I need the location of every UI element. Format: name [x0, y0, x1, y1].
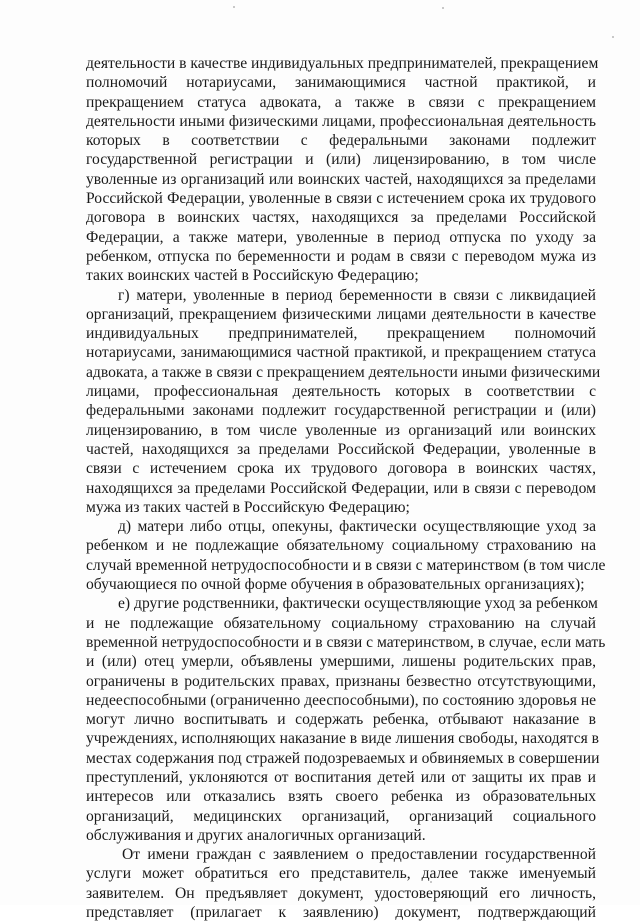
text-line: организаций, медицинских организаций, организаций социального	[86, 807, 596, 825]
text-line: Федерации, а также матери, уволенные в период отпуска по уходу за	[86, 228, 596, 246]
text-line: находящихся за пределами Российской Федерации, или в связи с переводом	[86, 479, 596, 497]
text-line: лицами, профессиональная деятельность которых в соответствии с	[86, 383, 596, 401]
text-line: нотариусами, занимающимися частной практикой, и прекращением статуса	[86, 344, 596, 362]
text-line: деятельности в качестве индивидуальных предпринимателей, прекращением	[86, 55, 599, 72]
text-line: От имени граждан с заявлением о предоставлении государственной	[122, 846, 596, 864]
text-line: д) матери либо отцы, опекуны, фактически осуществляющие уход за	[118, 518, 596, 536]
text-line: государственной регистрации и (или) лицензированию, в том числе	[86, 151, 596, 169]
text-line: представляет (прилагает к заявлению) документ, подтверждающий	[86, 904, 596, 922]
text-line: деятельности иными физическими лицами, профессиональная деятельность	[86, 112, 596, 130]
text-line: федеральными законами подлежит государственной регистрации и (или)	[86, 402, 596, 420]
scan-speck	[612, 36, 614, 38]
text-line: недееспособными (ограниченно дееспособными), по состоянию здоровья не	[86, 691, 597, 709]
text-line: лицензированию, в том числе уволенные из организаций или воинских	[86, 421, 596, 439]
text-line: связи с истечением срока их трудового договора в воинских частях,	[86, 460, 596, 478]
text-line: частей, находящихся за пределами Российской Федерации, уволенные в	[86, 440, 596, 458]
text-line: интересов или отказались взять своего ребенка из образовательных	[86, 788, 596, 806]
text-line: ограничены в родительских правах, признаны безвестно отсутствующими,	[86, 672, 596, 690]
text-line: индивидуальных предпринимателей, прекращением полномочий	[86, 325, 596, 343]
text-line: которых в соответствии с федеральными законами подлежит	[86, 132, 596, 150]
text-line: могут лично воспитывать и содержать ребенка, отбывают наказание в	[86, 711, 596, 729]
text-line: случай временной нетрудоспособности и в связи с материнством (в том числе	[86, 556, 606, 574]
text-line: адвоката, а также в связи с прекращением деятельности иными физическими	[86, 363, 601, 381]
text-line: мужа из таких частей в Российскую Федерацию;	[86, 498, 410, 516]
scan-speck	[233, 6, 235, 8]
text-line: обслуживания и других аналогичных организаций.	[86, 826, 426, 844]
text-line: местах содержания под стражей подозреваемых и обвиняемых в совершении	[86, 749, 600, 767]
text-line: ребенком и не подлежащие обязательному социальному страхованию на	[86, 537, 596, 555]
text-line: услуги может обратиться его представитель, далее также именуемый	[86, 865, 596, 883]
text-line: учреждениях, исполняющих наказание в виде лишения свободы, находятся в	[86, 730, 600, 748]
text-line: временной нетрудоспособности и в связи с материнством, в случае, если мать	[86, 633, 606, 651]
text-line: г) матери, уволенные в период беременности в связи с ликвидацией	[118, 286, 596, 304]
scan-speck	[442, 7, 444, 9]
text-line: заявителем. Он предъявляет документ, удостоверяющий его личность,	[86, 884, 596, 902]
text-line: уволенные из организаций или воинских частей, находящихся за пределами	[86, 170, 596, 188]
document-body	[86, 54, 606, 922]
text-line: и (или) отец умерли, объявлены умершими, лишены родительских прав,	[86, 653, 596, 671]
text-line: ребенком, отпуска по беременности и родам в связи с переводом мужа из	[86, 247, 596, 265]
text-line: е) другие родственники, фактически осуществляющие уход за ребенком	[118, 595, 598, 613]
text-line: договора в воинских частях, находящихся за пределами Российской	[86, 209, 596, 227]
text-line: полномочий нотариусами, занимающимися частной практикой, и	[86, 74, 596, 92]
text-line: прекращением статуса адвоката, а также в связи с прекращением	[86, 93, 596, 111]
text-line: таких воинских частей в Российскую Федерацию;	[86, 267, 419, 285]
text-line: Российской Федерации, уволенные в связи с истечением срока их трудового	[86, 190, 596, 208]
text-line: и не подлежащие обязательному социальному страхованию на случай	[86, 614, 596, 632]
text-line: преступлений, уклоняются от воспитания детей или от защиты их прав и	[86, 768, 596, 786]
text-line: обучающиеся по очной форме обучения в образовательных организациях);	[86, 576, 585, 594]
text-line: организаций, прекращением физическими лицами деятельности в качестве	[86, 305, 596, 323]
